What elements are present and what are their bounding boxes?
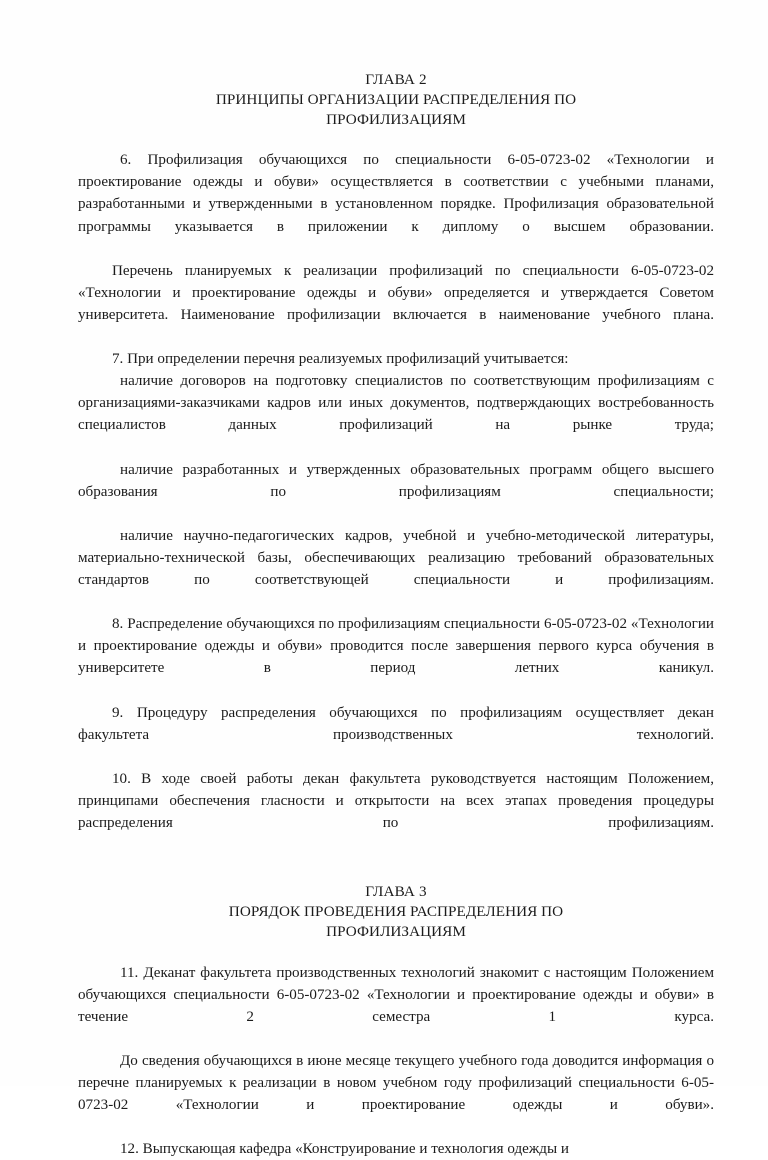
paragraph-6: 6. Профилизация обучающихся по специальности 6-05-0723-02 «Технологии и проектирование одежды и обуви» осуществляется в соответствии с учебными планами, разработанными и утвержденными в установленном порядке. Профилизация образовательной программы указывается в приложении к диплому о высшем образовании.: [78, 152, 714, 235]
heading-gap: [78, 129, 714, 149]
chapter-2-title-line-1: ПРИНЦИПЫ ОРГАНИЗАЦИИ РАСПРЕДЕЛЕНИЯ ПО: [215, 90, 577, 108]
paragraph-do-svedeniya: До сведения обучающихся в июне месяце текущего учебного года доводится информация о перечне планируемых к реализации в новом учебном году профилизаций специальности 6-05-0723-02 «Технологии и проектирование одежды и обуви».: [78, 1052, 714, 1114]
heading-gap-2: [78, 942, 714, 962]
paragraph-10: 10. В ходе своей работы декан факультета руководствуется настоящим Положением, принципами обеспечения гласности и открытости на всех этапах проведения процедуры распределения по профилизациям.: [78, 770, 714, 832]
paragraph-7-item-b: наличие разработанных и утвержденных образовательных программ общего высшего образования по профилизациям специальности;: [78, 461, 714, 500]
paragraph-7-item-c: наличие научно-педагогических кадров, учебной и учебно-методической литературы, материально-технической базы, обеспечивающих реализацию требований образовательных стандартов по соответствующей специальности и профилизациям.: [78, 527, 714, 589]
chapter-3-title-line-1: ПОРЯДОК ПРОВЕДЕНИЯ РАСПРЕДЕЛЕНИЯ ПО: [228, 903, 564, 920]
chapter-3-title-line-2: ПРОФИЛИЗАЦИЯМ: [326, 922, 466, 940]
chapter-2-heading: [78, 70, 714, 129]
paragraph-11: 11. Деканат факультета производственных технологий знакомит с настоящим Положением обучающихся специальности 6-05-0723-02 «Технологии и проектирование одежды и обуви» в течение 2 семестра 1 курса.: [78, 964, 714, 1025]
paragraph-12: 12. Выпускающая кафедра «Конструирование и технология одежды и: [120, 1141, 569, 1158]
document-content: [78, 70, 714, 1160]
paragraph-7: 7. При определении перечня реализуемых профилизаций учитывается:: [112, 351, 569, 368]
paragraph-perechen: Перечень планируемых к реализации профилизаций по специальности 6-05-0723-02 «Технологии и проектирование одежды и обуви» определяется и утверждается Советом университета. Наименование профилизации включается в наименование учебного плана.: [78, 262, 714, 323]
paragraph-8: 8. Распределение обучающихся по профилизациям специальности 6-05-0723-02 «Технологии и проектирование одежды и обуви» проводится после завершения первого курса обучения в университете в период летних каникул.: [78, 616, 714, 677]
chapter-3-heading: [78, 882, 714, 941]
paragraph-7-item-a: наличие договоров на подготовку специалистов по соответствующим профилизациям с организациями-заказчиками кадров или иных документов, подтверждающих востребованность специалистов данных профилизаций на рынке труда;: [78, 373, 714, 434]
chapter-2-title-line-2: ПРОФИЛИЗАЦИЯМ: [326, 110, 466, 128]
chapter-2-label: ГЛАВА 2: [365, 71, 427, 88]
chapter-3-label: ГЛАВА 3: [365, 883, 427, 901]
paragraph-9: 9. Процедуру распределения обучающихся по профилизациям осуществляет декан факультета производственных технологий.: [78, 704, 714, 743]
